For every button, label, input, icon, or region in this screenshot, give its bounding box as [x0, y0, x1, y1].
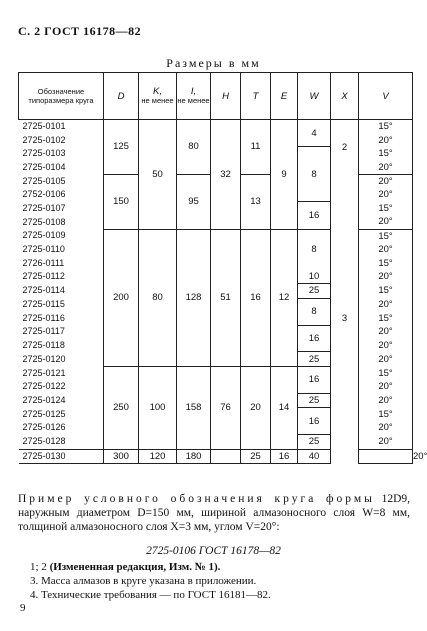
table-cell: 2725-0103: [19, 147, 104, 160]
i-cell: 80: [177, 120, 211, 175]
table-cell: 2725-0117: [19, 325, 104, 338]
table-cell: 16: [298, 408, 331, 435]
x-cell: 2: [331, 120, 359, 175]
h-cell: 32: [211, 120, 241, 230]
col-I: I, не менее: [177, 73, 211, 120]
table-cell: 80: [139, 229, 177, 366]
table-cell: 20°: [359, 174, 413, 188]
table-cell: 20°: [359, 339, 413, 352]
table-cell: 15°: [359, 284, 413, 298]
table-cell: 120: [139, 449, 177, 463]
notes: [30, 560, 271, 602]
table-cell: 14: [271, 366, 298, 449]
table-cell: 2725-0126: [19, 421, 104, 434]
table-cell: 2725-0115: [19, 298, 104, 311]
table-cell: 16: [298, 366, 331, 393]
table-cell: [211, 449, 241, 463]
table-cell: 16: [271, 449, 298, 463]
w-cell: 4: [298, 120, 331, 147]
table-cell: 15°: [359, 312, 413, 325]
sizes-table: Обозначение типоразмера круга D K, не менее I, не менее H T E W X V 2725-0101 125 50 80 32 11 9 4 2 15° 2725-0102 20° 2725-0103 8 15° 2725-0104 20° 2725-0105 150 95 13 3 20° 2752-0106 20° 2725-0107 16 15° 2725-0108 20° 2725-0109 200 80 128 51 16 12 8 15° 2725-0110 20° 2726-0111 15° 2725-0112 10 20° 2725-0114 25 15° 2725-0115 8 20° 2725-0116 15° 2725-0117 16 20° 2725-0118 20° 2725-0120 25 20° 2725-0121 250 100 158 76 20 14 16 15° 2725-0122 20° 2725-0124 25 20° 2725-0125 16 15° 2725-0126 20° 2725-0128 25 20° 2725-0130 300 120 180 25 16 40 20°: [18, 72, 413, 464]
col-code: Обозначение типоразмера круга: [19, 73, 104, 120]
table-cell: 2725-0130: [19, 449, 104, 463]
table-cell: 20°: [359, 393, 413, 407]
table-cell: 20°: [359, 160, 413, 174]
table-cell: 25: [298, 352, 331, 366]
table-cell: 2752-0106: [19, 188, 104, 201]
code-cell: 2725-0101: [19, 120, 104, 134]
table-cell: 2725-0114: [19, 284, 104, 298]
table-cell: 158: [177, 366, 211, 449]
table-cell: 2725-0107: [19, 202, 104, 215]
col-K: K, не менее: [139, 73, 177, 120]
table-cell: 20°: [359, 270, 413, 284]
table-cell: 20°: [359, 435, 413, 449]
table-cell: 2725-0110: [19, 243, 104, 256]
table-cell: 2725-0121: [19, 366, 104, 379]
d-cell: 125: [104, 120, 139, 175]
table-cell: 16: [241, 229, 271, 366]
col-V: V: [359, 73, 413, 120]
note-3: 3. Масса алмазов в круге указана в приложении.: [30, 575, 257, 587]
table-cell: 20°: [359, 380, 413, 393]
table-cell: 40: [298, 449, 331, 463]
table-cell: 100: [139, 366, 177, 449]
table-cell: 8: [298, 229, 331, 270]
table-cell: 2725-0102: [19, 133, 104, 146]
table-cell: 15°: [359, 147, 413, 160]
table-cell: 25: [298, 393, 331, 407]
example-designation: 2725-0106 ГОСТ 16178—82: [146, 545, 281, 557]
table-cell: 2725-0124: [19, 393, 104, 407]
k-cell: 50: [139, 120, 177, 230]
table-cell: 20°: [359, 188, 413, 201]
table-cell: 2725-0118: [19, 339, 104, 352]
col-T: T: [241, 73, 271, 120]
table-cell: 16: [298, 325, 331, 352]
table-cell: 2725-0109: [19, 229, 104, 243]
table-cell: 51: [211, 229, 241, 366]
table-cell: 25: [298, 284, 331, 298]
t-cell: 11: [241, 120, 271, 175]
v-cell: 15°: [359, 120, 413, 134]
table-cell: 20°: [359, 325, 413, 338]
e-cell: 9: [271, 120, 298, 230]
table-cell: 15°: [359, 408, 413, 421]
col-W: W: [298, 73, 331, 120]
table-cell: 25: [241, 449, 271, 463]
table-cell: 250: [104, 366, 139, 449]
table-cell: 20°: [359, 243, 413, 256]
table-cell: 2725-0125: [19, 408, 104, 421]
table-cell: 10: [298, 270, 331, 284]
table-cell: 8: [298, 147, 331, 202]
note-4: 4. Технические требования — по ГОСТ 16181—82.: [30, 589, 271, 601]
table-cell: 2725-0112: [19, 270, 104, 284]
table-cell: 15°: [359, 229, 413, 243]
col-D: D: [104, 73, 139, 120]
example-heading: Пример условного обозначения круга формы: [18, 493, 375, 505]
table-cell: 2725-0108: [19, 215, 104, 229]
table-cell: 3: [331, 174, 359, 463]
table-cell: 180: [177, 449, 211, 463]
table-cell: 200: [104, 229, 139, 366]
table-cell: 2725-0104: [19, 160, 104, 174]
table-cell: 15°: [359, 366, 413, 379]
table-cell: 2725-0105: [19, 174, 104, 188]
table-cell: 8: [298, 298, 331, 325]
table-cell: 2725-0122: [19, 380, 104, 393]
table-cell: 128: [177, 229, 211, 366]
page-number: 9: [20, 602, 26, 614]
table-cell: 2725-0128: [19, 435, 104, 449]
table-cell: 2726-0111: [19, 256, 104, 269]
table-cell: 13: [241, 174, 271, 229]
table-cell: 15°: [359, 256, 413, 269]
col-X: X: [331, 73, 359, 120]
table-cell: 16: [298, 202, 331, 229]
table-cell: 25: [298, 435, 331, 449]
table-cell: 20: [241, 366, 271, 449]
col-H: H: [211, 73, 241, 120]
page-header: С. 2 ГОСТ 16178—82: [18, 24, 142, 38]
col-E: E: [271, 73, 298, 120]
table-cell: [359, 449, 413, 463]
table-cell: 20°: [359, 298, 413, 311]
table-cell: 15°: [359, 202, 413, 215]
table-cell: 2725-0116: [19, 312, 104, 325]
table-cell: 300: [104, 449, 139, 463]
example-text: 12D9, наружным диаметром D=150 мм, шириной алмазоносного слоя W=8 мм, толщиной алмазоносного слоя X=3 мм, углом V=20°:: [18, 493, 410, 533]
table-cell: 2725-0120: [19, 352, 104, 366]
table-cell: 20°: [359, 133, 413, 146]
note-1: 1; 2 (Измененная редакция, Изм. № 1).: [30, 561, 221, 573]
sizes-caption: Размеры в мм: [166, 56, 261, 70]
table-cell: 76: [211, 366, 241, 449]
table-cell: 150: [104, 174, 139, 229]
table-cell: 95: [177, 174, 211, 229]
table-cell: 20°: [359, 421, 413, 434]
example-paragraph: [18, 492, 410, 534]
table-cell: 12: [271, 229, 298, 366]
table-cell: 20°: [359, 352, 413, 366]
table-cell: 20°: [359, 215, 413, 229]
